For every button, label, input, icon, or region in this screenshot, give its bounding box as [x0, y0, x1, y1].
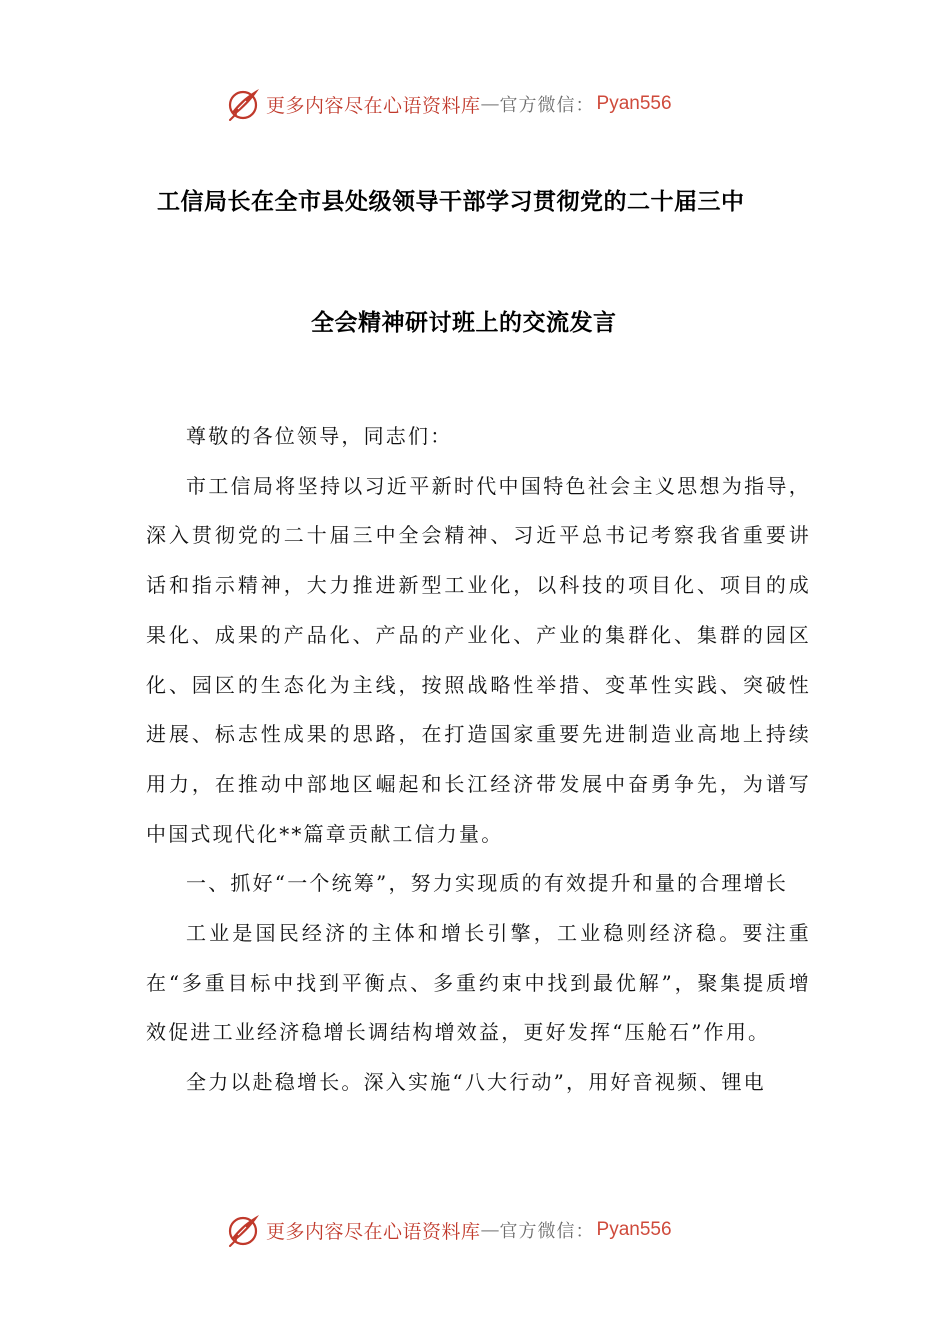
paragraph-salutation: 尊敬的各位领导，同志们：: [186, 424, 453, 448]
document-body: [146, 412, 811, 1108]
quill-logo-icon: [226, 86, 262, 122]
watermark-main-text: 更多内容尽在心语资料库: [266, 94, 481, 117]
document-title-line-2: 全会精神研讨班上的交流发言: [311, 310, 617, 336]
watermark-wechat-id: Pyan556: [596, 93, 672, 114]
watermark-separator: —: [480, 93, 500, 115]
document-title-line-1: 工信局长在全市县处级领导干部学习贯彻党的二十届三中: [157, 189, 745, 215]
header-watermark: [226, 84, 672, 124]
paragraph-intro: 市工信局将坚持以习近平新时代中国特色社会主义思想为指导，深入贯彻党的二十届三中全会精神、习近平总书记考察我省重要讲话和指示精神，大力推进新型工业化，以科技的项目化、项目的成果化、成果的产品化、产品的产业化、产业的集群化、集群的园区化、园区的生态化为主线，按照战略性举措、变革性实践、突破性进展、标志性成果的思路，在打造国家重要先进制造业高地上持续用力，在推动中部地区崛起和长江经济带发展中奋勇争先，为谱写中国式现代化**篇章贡献工信力量。: [146, 473, 811, 846]
watermark-wechat-id: Pyan556: [596, 1219, 672, 1240]
paragraph-industry: 工业是国民经济的主体和增长引擎，工业稳则经济稳。要注重在“多重目标中找到平衡点、多重约束中找到最优解”，聚集提质增效促进工业经济稳增长调结构增效益，更好发挥“压舱石”作用。: [146, 921, 811, 1045]
footer-watermark: [226, 1210, 672, 1250]
watermark-main-text: 更多内容尽在心语资料库: [266, 1220, 481, 1243]
watermark-separator: —: [480, 1219, 500, 1241]
watermark-wechat-label: 官方微信：: [499, 95, 595, 116]
section-heading-1: 一、抓好“一个统筹”，努力实现质的有效提升和量的合理增长: [186, 871, 789, 896]
paragraph-stable-growth: 全力以赴稳增长。深入实施“八大行动”，用好音视频、锂电: [186, 1070, 766, 1095]
watermark-wechat-label: 官方微信：: [499, 1221, 595, 1242]
quill-logo-icon: [226, 1212, 262, 1248]
